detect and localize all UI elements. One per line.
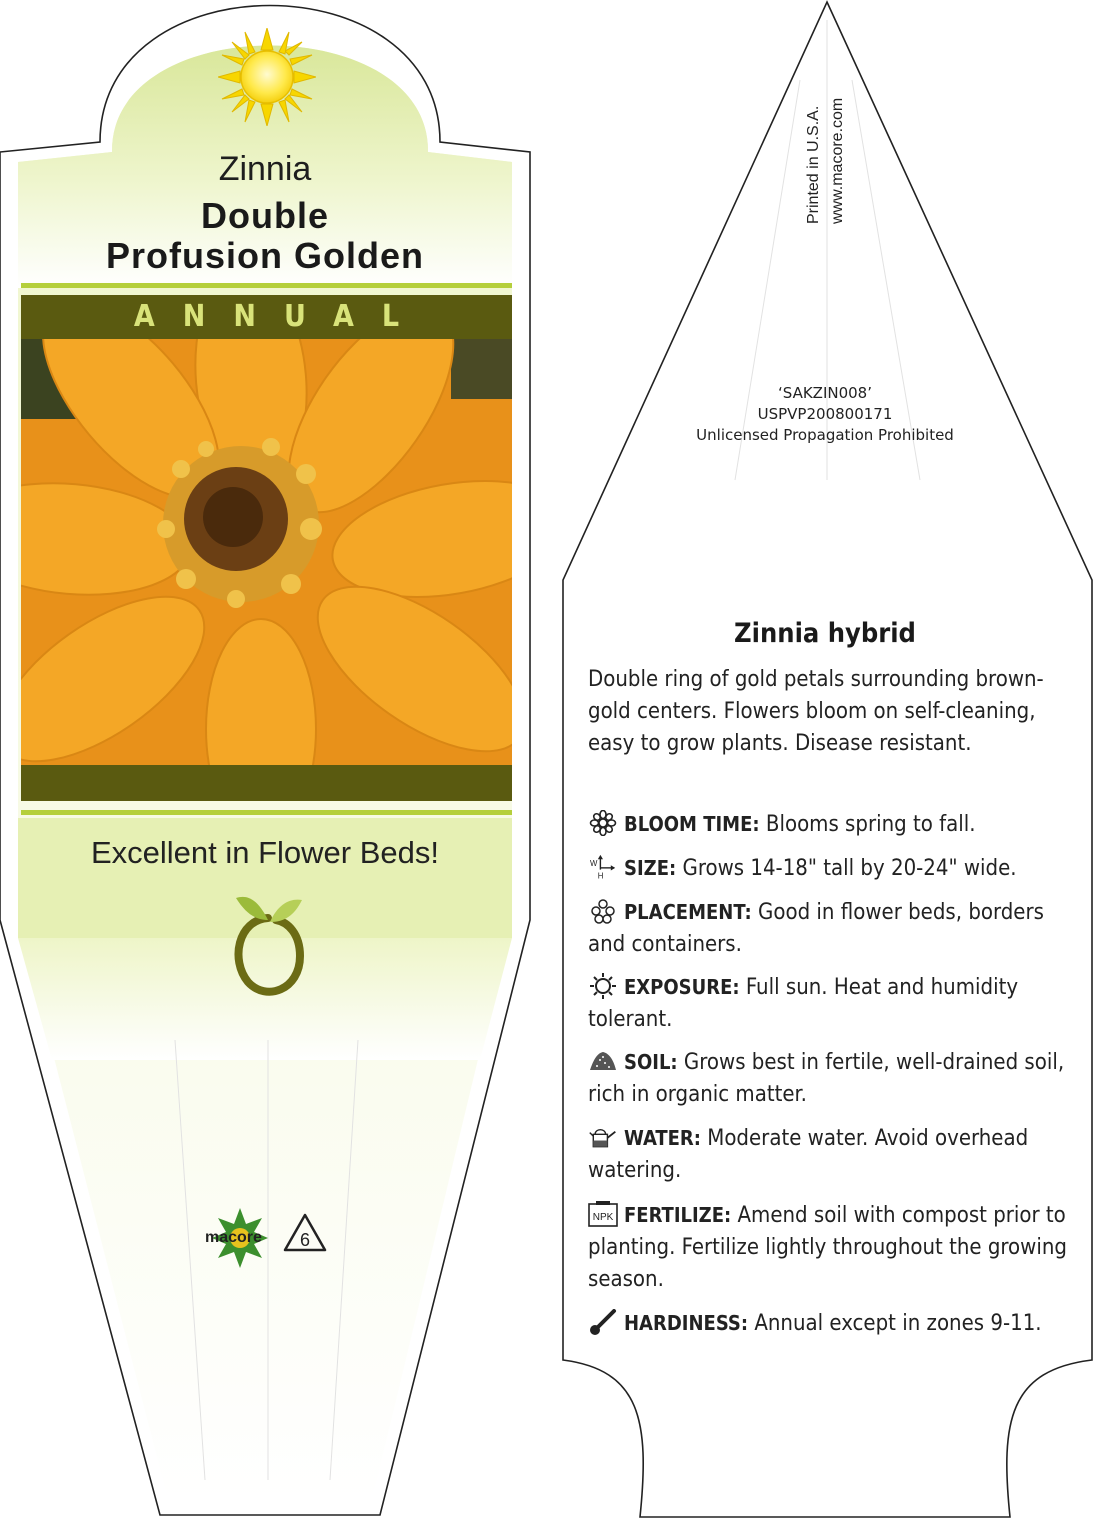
variety-line-2: Profusion Golden bbox=[106, 235, 424, 276]
website: www.macore.com bbox=[829, 97, 846, 224]
attr-water bbox=[588, 1122, 1068, 1187]
attr-placement bbox=[588, 896, 1068, 961]
description: Double ring of gold petals surrounding brown-gold centers. Flowers bloom on self-cleaning, easy to grow plants. Disease resistant. bbox=[588, 667, 1044, 756]
patent-number: USPVP200800171 bbox=[757, 405, 893, 423]
attr-label: HARDINESS: bbox=[624, 1311, 749, 1335]
propagation-notice: Unlicensed Propagation Prohibited bbox=[696, 426, 954, 444]
common-name: Zinnia bbox=[218, 150, 312, 188]
printed-in: Printed in U.S.A. bbox=[805, 105, 822, 224]
attr-label: SIZE: bbox=[624, 856, 677, 880]
cultivar: ‘SAKZIN008’ bbox=[778, 384, 872, 402]
attr-label: EXPOSURE: bbox=[624, 975, 740, 999]
slogan: Excellent in Flower Beds! bbox=[90, 835, 440, 870]
size-icon bbox=[588, 854, 618, 880]
flower-photo bbox=[21, 339, 512, 765]
attr-size bbox=[588, 852, 1068, 885]
patent-info bbox=[660, 383, 990, 446]
brand-name: macore bbox=[205, 1229, 262, 1246]
attr-text: Blooms spring to fall. bbox=[765, 812, 976, 837]
soil-icon bbox=[588, 1048, 618, 1074]
size-icon-w: W bbox=[590, 859, 598, 869]
category-label: ANNUAL bbox=[133, 299, 428, 334]
attr-text: Good in flower beds, borders and containers. bbox=[588, 900, 1044, 957]
attr-soil bbox=[588, 1046, 1068, 1111]
attr-label: BLOOM TIME: bbox=[624, 812, 760, 836]
botanical-name: Zinnia hybrid bbox=[734, 618, 916, 649]
watering-can-icon bbox=[588, 1124, 618, 1150]
recycle-code: 6 bbox=[299, 1230, 311, 1250]
photo-bottom-band bbox=[21, 765, 512, 801]
attr-hardiness bbox=[588, 1307, 1068, 1340]
full-sun-icon bbox=[218, 28, 316, 126]
attr-bloom-time bbox=[588, 808, 1068, 841]
attr-label: PLACEMENT: bbox=[624, 900, 752, 924]
placement-icon bbox=[588, 898, 618, 924]
attr-fertilize bbox=[588, 1199, 1068, 1296]
recycle-icon bbox=[282, 1212, 328, 1256]
attr-label: WATER: bbox=[624, 1126, 701, 1150]
sun-icon bbox=[588, 973, 618, 999]
attr-text: Annual except in zones 9-11. bbox=[754, 1311, 1042, 1336]
print-info bbox=[795, 56, 855, 236]
npk-text: NPK bbox=[592, 1212, 614, 1223]
attr-text: Grows 14-18" tall by 20-24" wide. bbox=[682, 856, 1017, 881]
npk-icon bbox=[588, 1201, 618, 1227]
attr-text: Grows best in fertile, well-drained soil, rich in organic matter. bbox=[588, 1050, 1065, 1107]
sprout-logo-icon bbox=[228, 890, 308, 1000]
variety-name bbox=[30, 196, 500, 276]
thermometer-icon bbox=[588, 1309, 618, 1335]
attr-text: Moderate water. Avoid overhead watering. bbox=[588, 1126, 1029, 1183]
attr-exposure bbox=[588, 971, 1068, 1036]
attr-label: SOIL: bbox=[624, 1050, 678, 1074]
size-icon-h: H bbox=[597, 871, 604, 880]
attr-text: Amend soil with compost prior to planting. Fertilize lightly throughout the growing season. bbox=[588, 1203, 1067, 1292]
attr-text: Full sun. Heat and humidity tolerant. bbox=[588, 975, 1019, 1032]
variety-line-1: Double bbox=[201, 195, 329, 236]
flower-icon bbox=[588, 810, 618, 836]
attr-label: FERTILIZE: bbox=[624, 1203, 732, 1227]
